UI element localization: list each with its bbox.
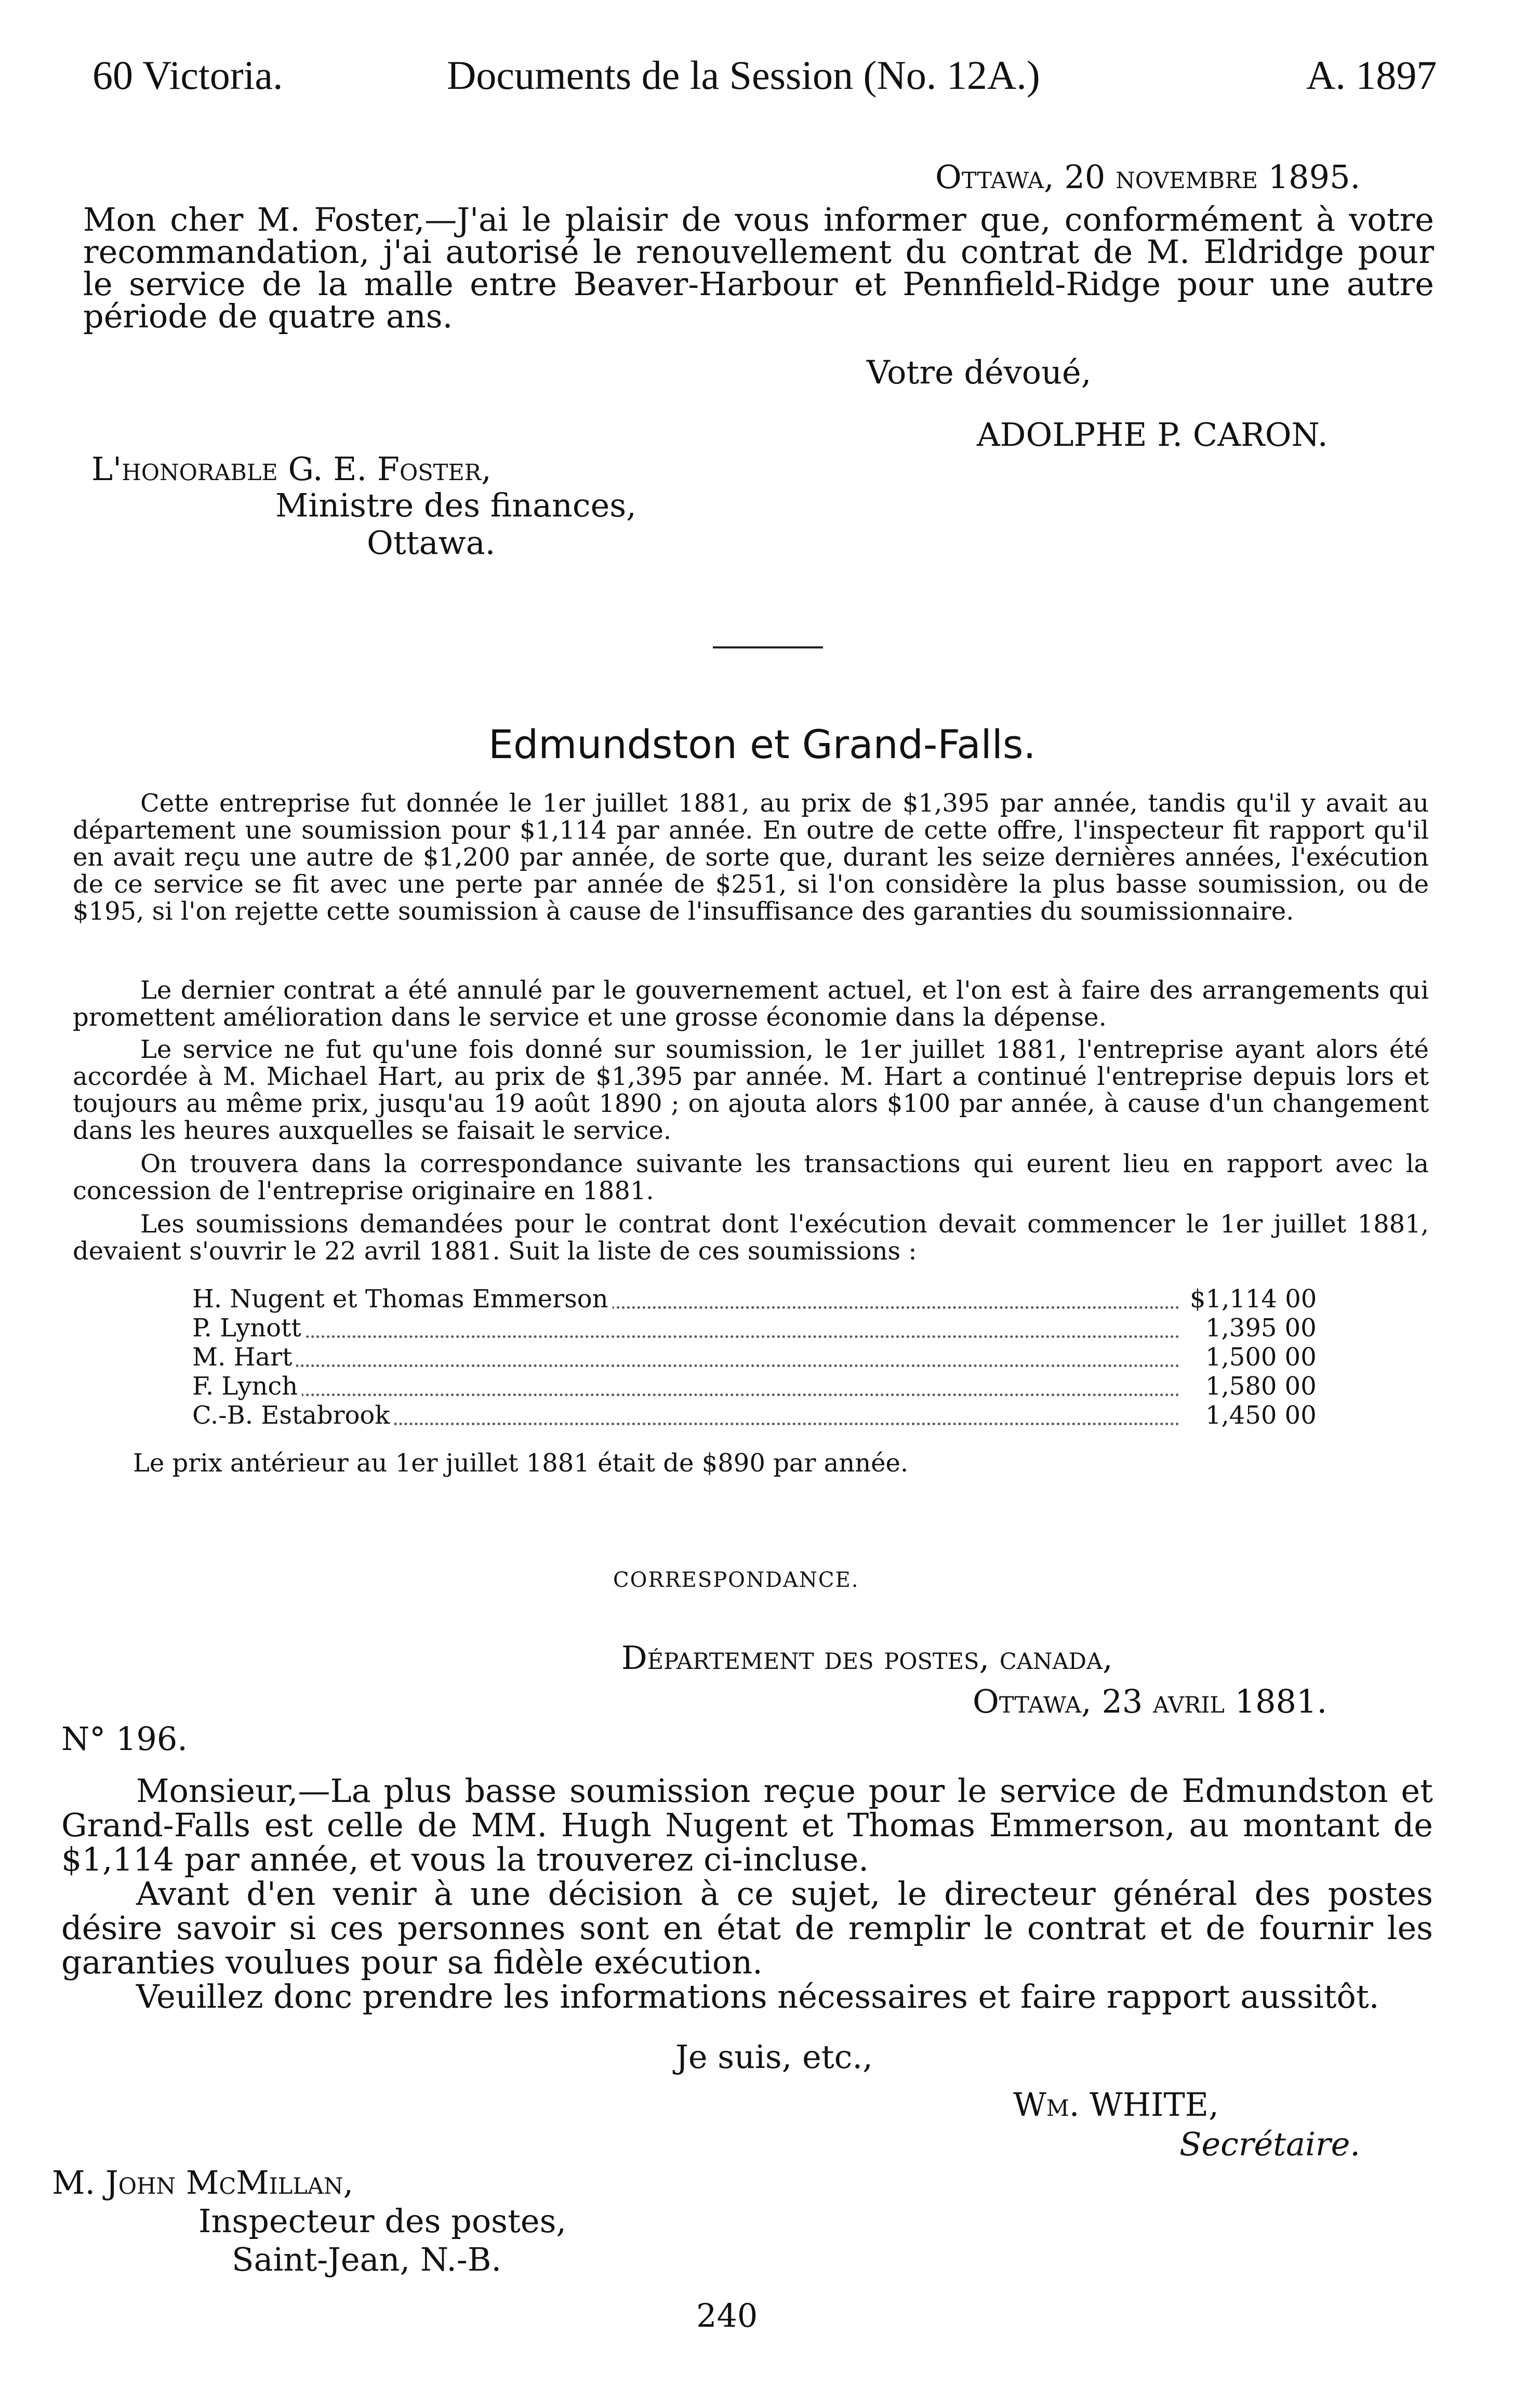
tender-row xyxy=(192,1402,1330,1431)
letter1-addressee-place: Ottawa. xyxy=(367,524,496,562)
letter1-dateline: Ottawa, 20 novembre 1895. xyxy=(935,158,1361,196)
correspondence-heading: CORRESPONDANCE. xyxy=(613,1568,859,1592)
tender-amount: 1,500 00 xyxy=(1205,1344,1321,1371)
correspondence-paragraph-1: Monsieur,—La plus basse soumission reçue pour le service de Edmundston et Grand-Falls est celle de MM. Hugh Nugent et Thomas Emmerson, au montant de $1,114 par année, et vous la trouverez ci-incluse. xyxy=(61,1772,1433,1878)
header-session-year: 60 Victoria. xyxy=(92,52,283,98)
tender-amount: 1,450 00 xyxy=(1205,1402,1321,1429)
tender-name: H. Nugent et Thomas Emmerson xyxy=(192,1285,613,1312)
correspondence-dateline: Ottawa, 23 avril 1881. xyxy=(973,1682,1327,1720)
dot-leader xyxy=(192,1394,1179,1396)
section-paragraph-5: Les soumissions demandées pour le contrat dont l'exécution devait commencer le 1er juillet 1881, devaient s'ouvrir le 22 avril 1881. Suit la liste de ces soumissions : xyxy=(73,1210,1429,1266)
tender-amount: 1,580 00 xyxy=(1205,1373,1321,1400)
tender-name: F. Lynch xyxy=(192,1373,302,1400)
tender-name: C.-B. Estabrook xyxy=(192,1402,394,1429)
section-paragraph-4: On trouvera dans la correspondance suivante les transactions qui eurent lieu en rapport avec la concession de l'entreprise originaire en 1881. xyxy=(73,1149,1429,1205)
tender-amount: $1,114 00 xyxy=(1190,1285,1321,1312)
letter1-addressee-title: Ministre des finances, xyxy=(275,486,636,524)
section-paragraph-1: Cette entreprise fut donnée le 1er juillet 1881, au prix de $1,395 par année, tandis qu'il y avait au département une soumission pour $1,114 par année. En outre de cette offre, l'inspecteur fit rapport qu'il en avait reçu une autre de $1,200 par année, de sorte que, durant les seize dernières années, l'exécution de ce service se fit avec une perte par année de $251, si l'on considère la plus basse soumission, ou de $195, si l'on rejette cette soumission à cause de l'insuffisance des garanties du soumissionnaire. xyxy=(73,789,1429,926)
tender-row xyxy=(192,1373,1330,1402)
section-divider xyxy=(713,646,823,648)
correspondence-closing: Je suis, etc., xyxy=(675,2038,873,2076)
tender-row xyxy=(192,1315,1330,1344)
correspondence-number: N° 196. xyxy=(61,1720,188,1758)
header-document-title: Documents de la Session (No. 12A.) xyxy=(447,52,1040,98)
tender-row xyxy=(192,1344,1330,1373)
section-paragraph-3: Le service ne fut qu'une fois donné sur soumission, le 1er juillet 1881, l'entreprise ayant alors été accordée à M. Michael Hart, au prix de $1,395 par année. M. Hart a continué l'entreprise depuis lors et toujours au même prix, jusqu'au 19 août 1890 ; on ajouta alors $100 par année, à cause d'un changement dans les heures auxquelles se faisait le service. xyxy=(73,1035,1429,1145)
correspondence-addressee-name: M. John McMillan, xyxy=(52,2164,354,2202)
tender-name: P. Lynott xyxy=(192,1315,306,1342)
letter1-addressee-name: L'honorable G. E. Foster, xyxy=(91,450,492,488)
prior-price-note: Le prix antérieur au 1er juillet 1881 était de $890 par année. xyxy=(133,1449,909,1478)
letter1-body: Mon cher M. Foster,—J'ai le plaisir de vous informer que, conformément à votre recommandation, j'ai autorisé le renouvellement du contrat de M. Eldridge pour le service de la malle entre Beaver-Harbour et Pennfield-Ridge pour une autre période de quatre ans. xyxy=(83,201,1434,335)
correspondence-department: Département des postes, canada, xyxy=(621,1639,1113,1677)
tender-row xyxy=(192,1285,1330,1315)
letter1-closing: Votre dévoué, xyxy=(867,353,1092,391)
section-paragraph-2: Le dernier contrat a été annulé par le gouvernement actuel, et l'on est à faire des arrangements qui promettent amélioration dans le service et une grosse économie dans la dépense. xyxy=(73,976,1429,1032)
tender-name: M. Hart xyxy=(192,1344,296,1371)
correspondence-signature: Wm. WHITE, xyxy=(1013,2086,1219,2124)
letter1-signature: ADOLPHE P. CARON. xyxy=(977,416,1328,454)
correspondence-addressee-place: Saint-Jean, N.-B. xyxy=(232,2240,502,2278)
section-title: Edmundston et Grand-Falls. xyxy=(488,721,1036,767)
dot-leader xyxy=(192,1364,1179,1367)
header-year: A. 1897 xyxy=(1306,52,1437,98)
correspondence-paragraph-3: Veuillez donc prendre les informations nécessaires et faire rapport aussitôt. xyxy=(136,1978,1379,2015)
page-number: 240 xyxy=(696,2297,758,2335)
correspondence-signature-title: Secrétaire. xyxy=(1179,2125,1360,2163)
tender-amount: 1,395 00 xyxy=(1205,1315,1321,1342)
correspondence-addressee-title: Inspecteur des postes, xyxy=(198,2202,567,2240)
dot-leader xyxy=(192,1335,1179,1338)
correspondence-paragraph-2: Avant d'en venir à une décision à ce sujet, le directeur général des postes désire savoir si ces personnes sont en état de remplir le contrat et de fournir les garanties voulues pour sa fidèle exécution. xyxy=(61,1875,1433,1981)
